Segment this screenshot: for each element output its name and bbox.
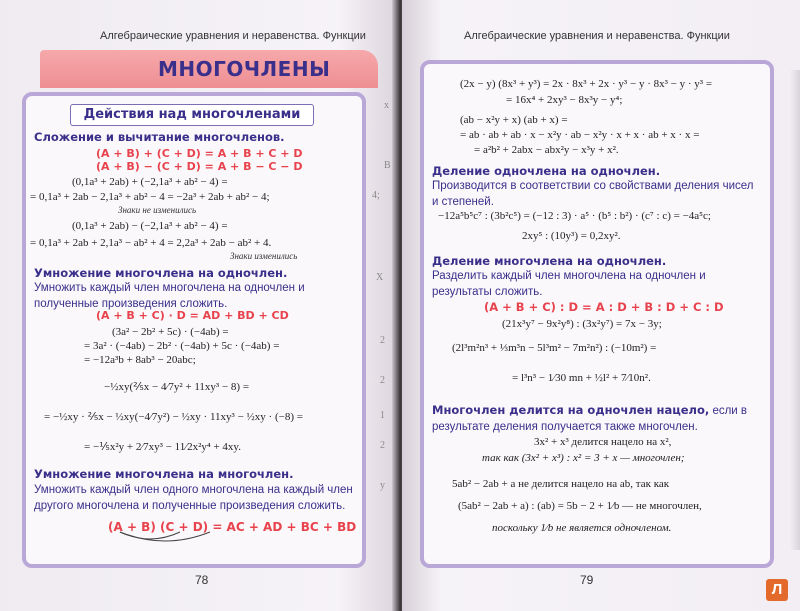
- example-line: = 0,1a³ + 2ab − 2,1a³ + ab² − 4 = −2a³ + 2ab + ab² − 4;: [30, 191, 270, 203]
- section-title: Действия над многочленами: [70, 104, 314, 126]
- paragraph: Производится в соответствии со свойствами деления чисел и степеней.: [432, 180, 754, 208]
- margin-mark: 2: [380, 375, 385, 386]
- margin-mark: X: [376, 272, 384, 283]
- example-line: = 3a² · (−4ab) − 2b² · (−4ab) + 5c · (−4ab) =: [84, 340, 280, 352]
- heading-whole: Многочлен делится на одночлен нацело,: [432, 403, 710, 417]
- paragraph-rest: если в результате деления получается также многочлен.: [432, 405, 748, 433]
- example-line: (5ab² − 2ab + a) : (ab) = 5b − 2 + 1⁄b — не многочлен,: [458, 500, 702, 512]
- rule-subtraction: (A + B) − (C + D) = A + B − C − D: [96, 160, 303, 173]
- running-head: Алгебраические уравнения и неравенства. Функции: [100, 30, 366, 42]
- page-number: 78: [195, 573, 209, 587]
- publisher-logo: Л: [766, 579, 788, 601]
- paragraph: Умножить каждый член одного многочлена на каждый член другого многочлена и полученные произведения сложить.: [34, 484, 353, 512]
- example-line: = −½xy · ⅖x − ½xy(−4⁄7y²) − ½xy · 11xy³ − ½xy · (−8) =: [44, 411, 303, 423]
- example-line: = l³n³ − 1⁄30 mn + ½l² + 7⁄10n².: [512, 372, 651, 384]
- heading-add-sub: Сложение и вычитание многочленов.: [34, 130, 285, 144]
- example-line: −½xy(⅖x − 4⁄7y² + 11xy³ − 8) =: [104, 381, 250, 393]
- note-signs-unchanged: Знаки не изменились: [118, 205, 197, 215]
- example-line: (2x − y) (8x³ + y³) = 2x · 8x³ + 2x · y³ − y · 8x³ − y · y³ =: [460, 78, 713, 90]
- heading-div-poly: Деление многочлена на одночлен.: [432, 254, 667, 268]
- right-page: [402, 0, 800, 611]
- example-line: = 0,1a³ + 2ab + 2,1a³ − ab² + 4 = 2,2a³ + 2ab − ab² + 4.: [30, 237, 272, 249]
- margin-mark: 2: [380, 335, 385, 346]
- margin-mark: 4;: [372, 190, 380, 201]
- margin-mark: x: [384, 100, 389, 111]
- example-line: = 16x⁴ + 2xy³ − 8x³y − y⁴;: [506, 94, 623, 106]
- margin-mark: B: [384, 160, 391, 171]
- rule-addition: (A + B) + (C + D) = A + B + C + D: [96, 147, 303, 160]
- example-line: 3x² + x³ делится нацело на x²,: [534, 436, 672, 448]
- rule-div-poly: (A + B + C) : D = A : D + B : D + C : D: [484, 300, 724, 314]
- example-line: поскольку 1⁄b не является одночленом.: [492, 522, 672, 534]
- example-line: (0,1a³ + 2ab) + (−2,1a³ + ab² − 4) =: [72, 176, 228, 188]
- paragraph-whole-division: [432, 402, 762, 435]
- page-title: МНОГОЧЛЕНЫ: [158, 57, 331, 81]
- margin-mark: 2: [380, 440, 385, 451]
- title-banner: [40, 50, 378, 88]
- left-page: [0, 0, 398, 611]
- example-line: (ab − x²y + x) (ab + x) =: [460, 114, 568, 126]
- example-line: так как (3x² + x³) : x² = 3 + x — многочлен;: [482, 452, 685, 464]
- page-edge: [790, 70, 800, 550]
- heading-mono-mult: Умножение многочлена на одночлен.: [34, 266, 288, 280]
- paragraph: Разделить каждый член многочлена на одночлен и результаты сложить.: [432, 270, 706, 298]
- example-line: (3a² − 2b² + 5c) · (−4ab) =: [112, 326, 229, 338]
- example-line: 5ab² − 2ab + a не делится нацело на ab, так как: [452, 478, 670, 490]
- heading-poly-mult: Умножение многочлена на многочлен.: [34, 467, 294, 481]
- example-line: = −12a³b + 8ab³ − 20abc;: [84, 354, 196, 366]
- example-line: = a²b² + 2abx − abx²y − x³y + x².: [474, 144, 619, 156]
- example-line: = −⅕x²y + 2⁄7xy³ − 11⁄2x²y⁴ + 4xy.: [84, 441, 241, 453]
- rule-poly-mult: (A + B) (C + D) = AC + AD + BC + BD: [108, 520, 357, 534]
- margin-mark: y: [380, 480, 385, 491]
- example-line: (2l³m²n³ + ⅓m³n − 5l³m² − 7m²n²) : (−10m²) =: [452, 342, 657, 354]
- example-line: (0,1a³ + 2ab) − (−2,1a³ + ab² − 4) =: [72, 220, 228, 232]
- note-signs-changed: Знаки изменились: [230, 251, 298, 261]
- running-head: Алгебраические уравнения и неравенства. Функции: [464, 30, 730, 42]
- paragraph: Умножить каждый член многочлена на одночлен и полученные произведения сложить.: [34, 282, 305, 310]
- rule-mono-mult: (A + B + C) · D = AD + BD + CD: [96, 309, 289, 322]
- example-line: −12a⁵b⁵c⁷ : (3b²c⁵) = (−12 : 3) · a⁵ · (b⁵ : b²) · (c⁷ : c) = −4a⁵c;: [438, 210, 711, 222]
- example-line: 2xy⁵ : (10y³) = 0,2xy².: [522, 230, 621, 242]
- page-number: 79: [580, 573, 594, 587]
- multiplication-arcs: [110, 530, 220, 548]
- heading-div-mono: Деление одночлена на одночлен.: [432, 164, 661, 178]
- example-line: (21x³y⁷ − 9x²y⁸) : (3x²y⁷) = 7x − 3y;: [502, 318, 662, 330]
- margin-mark: 1: [380, 410, 385, 421]
- example-line: = ab · ab + ab · x − x²y · ab − x²y · x + x · ab + x · x =: [460, 129, 700, 141]
